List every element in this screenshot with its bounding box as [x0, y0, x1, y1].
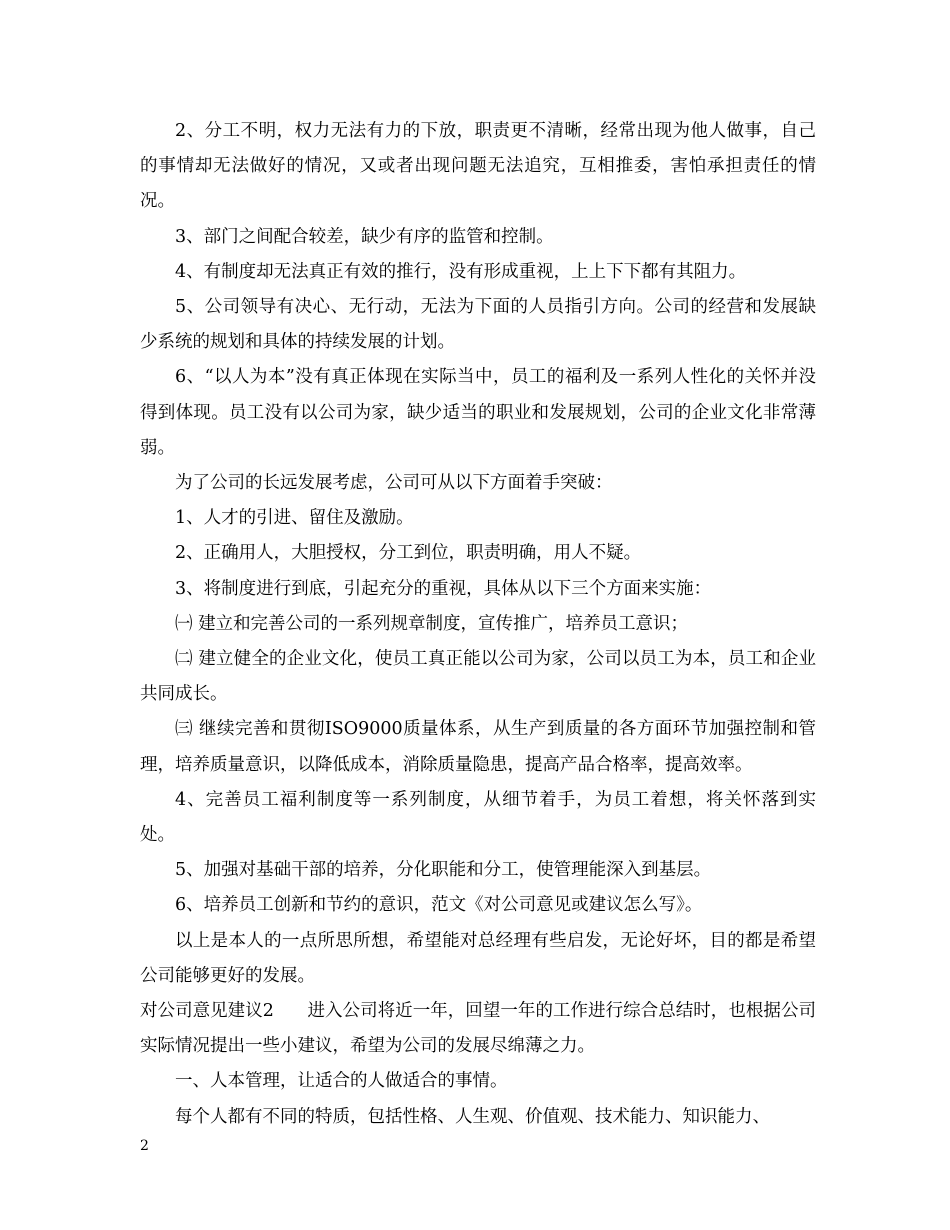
paragraph-section-2-body: 每个人都有不同的特质，包括性格、人生观、价值观、技术能力、知识能力、 [175, 1106, 770, 1127]
paragraph-breakthrough-intro: 为了公司的长远发展考虑，公司可从以下方面着手突破： [175, 473, 613, 494]
paragraph-problem-3: 3、部门之间配合较差，缺少有序的监管和控制。 [175, 226, 554, 247]
paragraph-suggestion-4: 4、完善员工福利制度等一系列制度，从细节着手，为员工着想，将关怀落到实处。 [140, 789, 816, 846]
paragraph-suggestion-1: 1、人才的引进、留住及激励。 [175, 508, 414, 529]
paragraph-suggestion-6: 6、培养员工创新和节约的意识，范文《对公司意见或建议怎么写》。 [175, 895, 703, 916]
paragraph-sub-item-2: ㈡ 建立健全的企业文化，使员工真正能以公司为家，公司以员工为本，员工和企业共同成长。 [140, 649, 816, 705]
paragraph-problem-6: 6、“以人为本”没有真正体现在实际当中，员工的福利及一系列人性化的关怀并没得到体现。员工没有以公司为家，缺少适当的职业和发展规划，公司的企业文化非常薄弱。 [140, 367, 816, 458]
paragraph-suggestion-5: 5、加强对基础干部的培养，分化职能和分工，使管理能深入到基层。 [175, 860, 712, 881]
paragraph-problem-2: 2、分工不明，权力无法有力的下放，职责更不清晰，经常出现为他人做事，自己的事情却无法做好的情况，又或者出现问题无法追究，互相推委，害怕承担责任的情况。 [140, 121, 816, 212]
paragraph-section-2-heading: 对公司意见建议2 进入公司将近一年，回望一年的工作进行综合总结时，也根据公司实际情况提出一些小建议，希望为公司的发展尽绵薄之力。 [140, 1001, 816, 1057]
paragraph-sub-item-1: ㈠ 建立和完善公司的一系列规章制度，宣传推广，培养员工意识； [175, 613, 689, 634]
paragraph-closing: 以上是本人的一点所思所想，希望能对总经理有些启发，无论好坏，目的都是希望公司能够更好的发展。 [140, 930, 816, 986]
paragraph-problem-4: 4、有制度却无法真正有效的推行，没有形成重视，上上下下都有其阻力。 [175, 261, 747, 282]
document-body [140, 114, 816, 1135]
paragraph-sub-item-3: ㈢ 继续完善和贯彻ISO9000质量体系，从生产到质量的各方面环节加强控制和管理，培养质量意识，以降低成本，消除质量隐患，提高产品合格率，提高效率。 [140, 719, 816, 775]
paragraph-section-2-point-1: 一、人本管理，让适合的人做适合的事情。 [175, 1071, 508, 1092]
paragraph-suggestion-3: 3、将制度进行到底，引起充分的重视，具体从以下三个方面来实施： [175, 578, 712, 599]
paragraph-problem-5: 5、公司领导有决心、无行动，无法为下面的人员指引方向。公司的经营和发展缺少系统的规划和具体的持续发展的计划。 [140, 297, 816, 353]
page-number: 2 [140, 1138, 149, 1154]
paragraph-suggestion-2: 2、正确用人，大胆授权，分工到位，职责明确，用人不疑。 [175, 543, 642, 564]
